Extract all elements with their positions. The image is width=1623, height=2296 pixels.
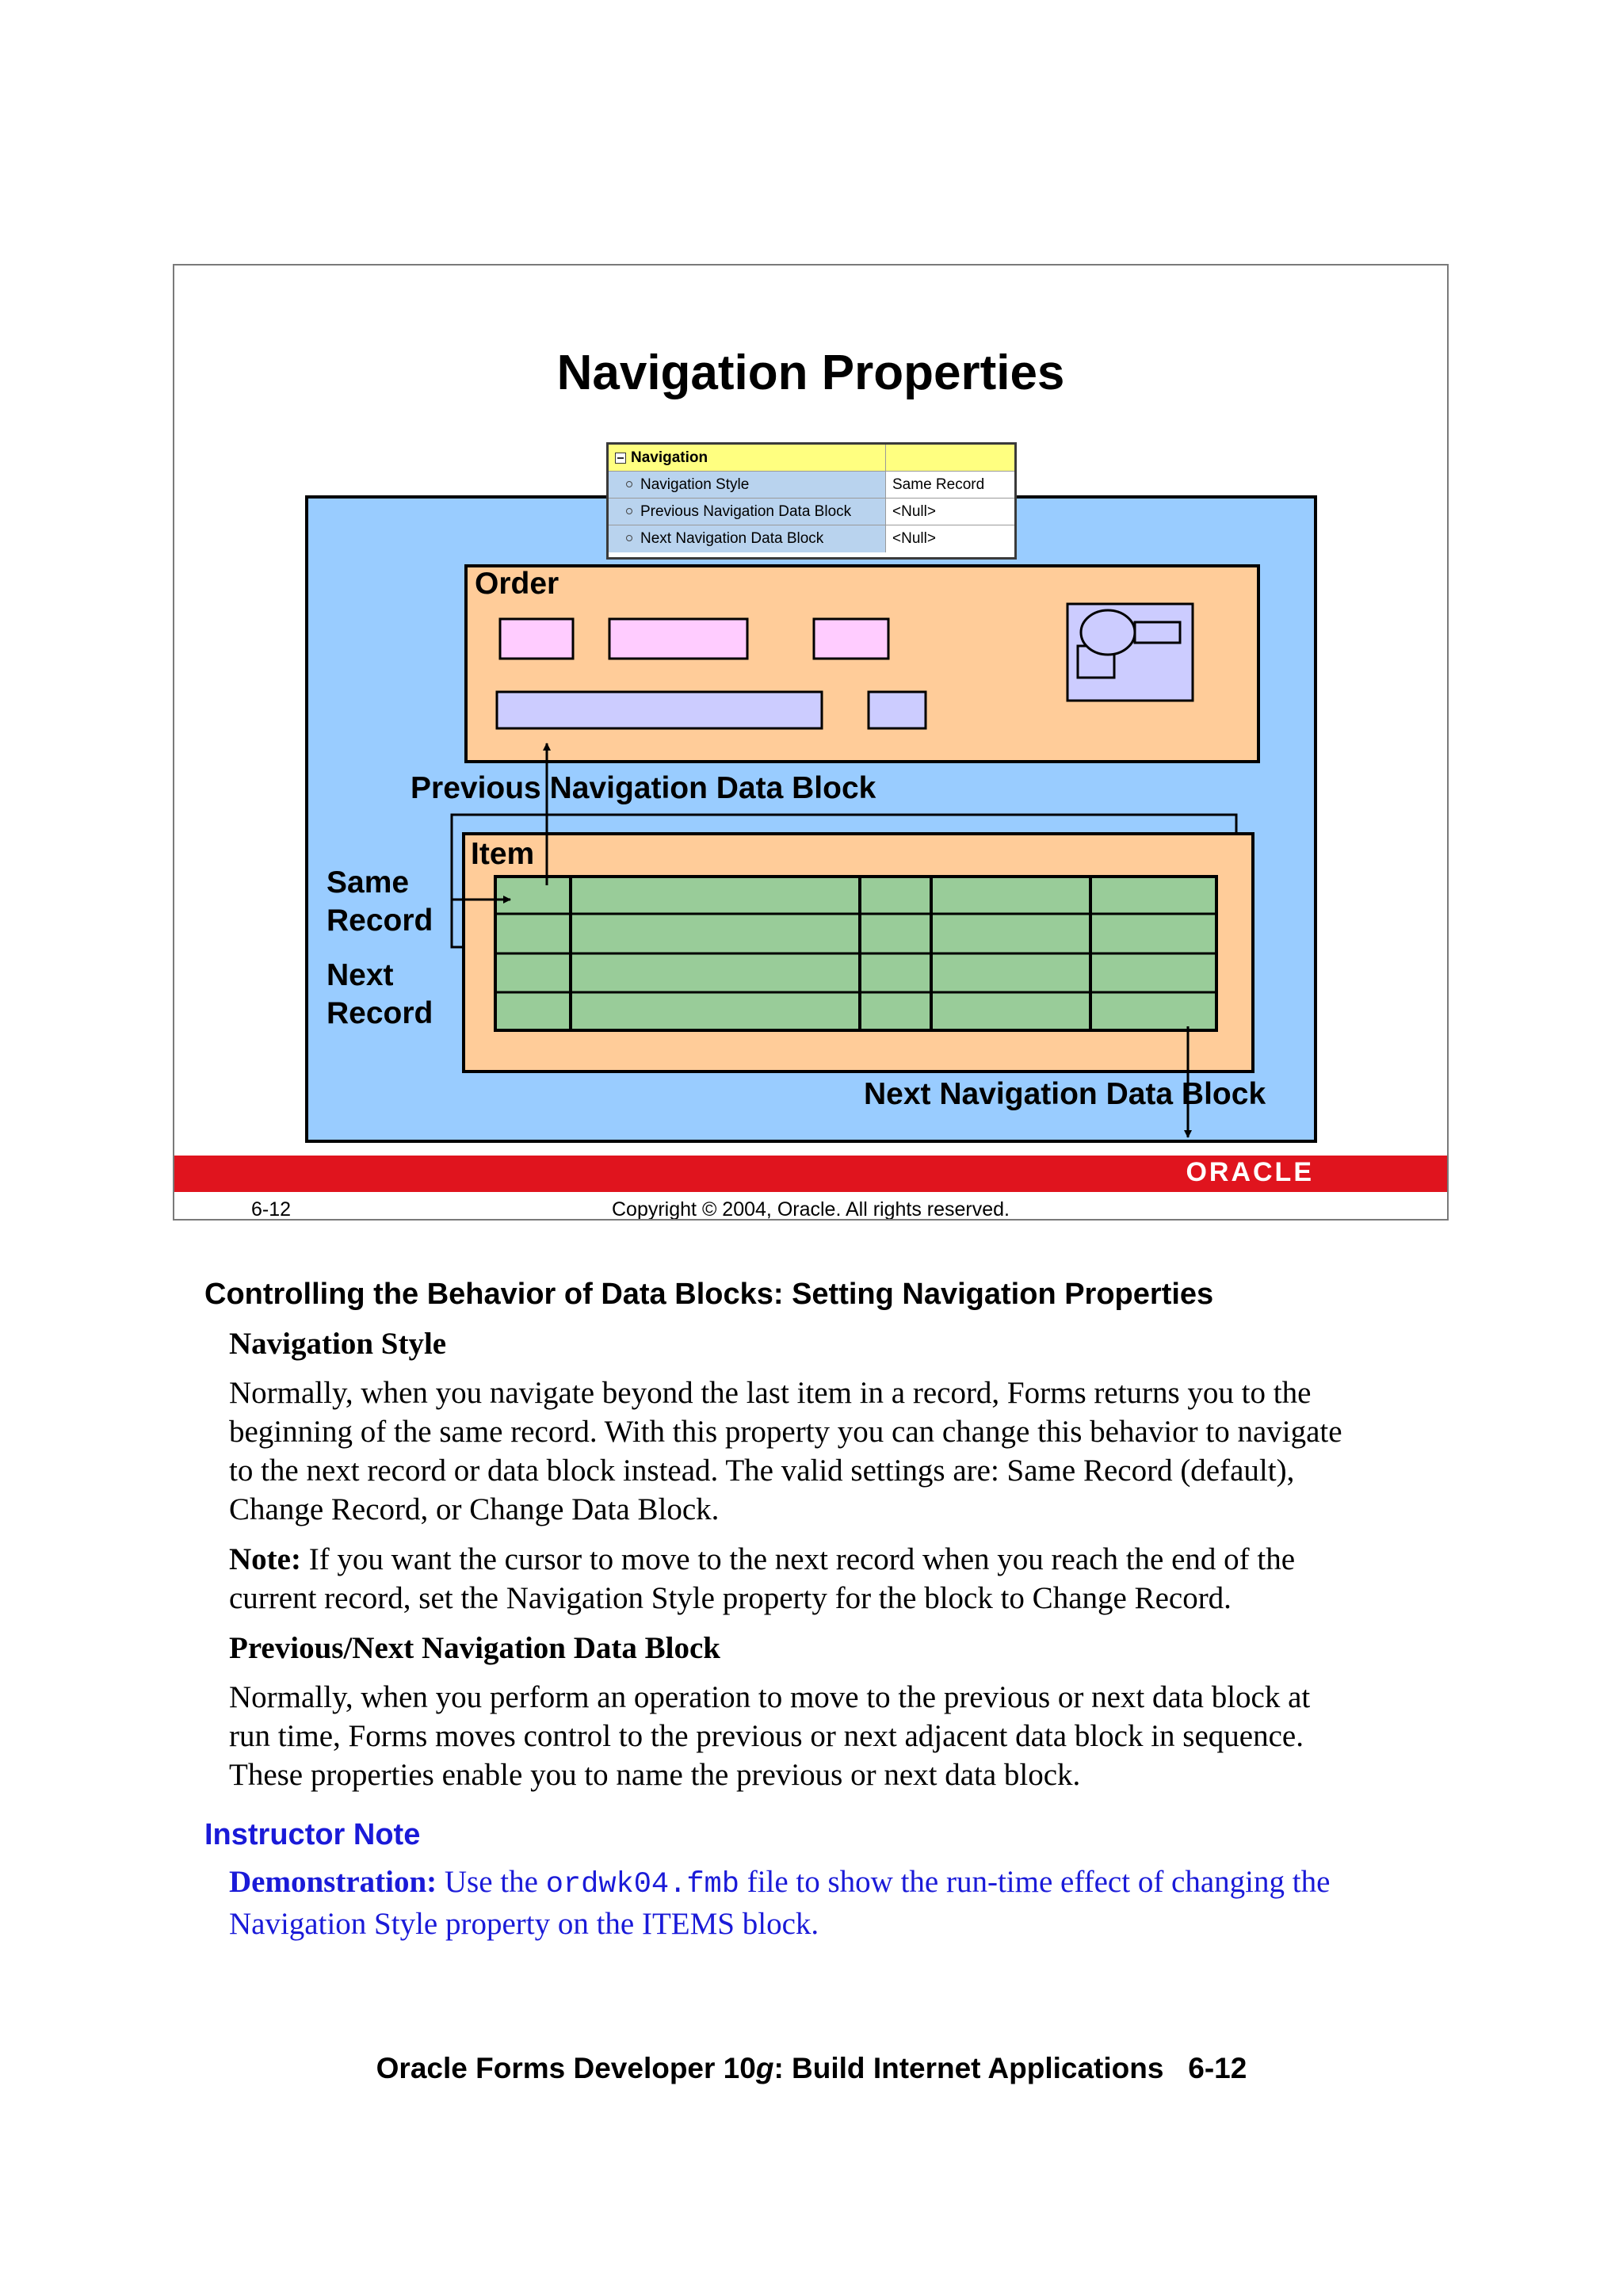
item-grid (495, 877, 1216, 1030)
property-name: Next Navigation Data Block (640, 530, 824, 547)
note-paragraph (229, 1540, 1434, 1618)
footer-text: : Build Internet Applications 6-12 (773, 2052, 1247, 2084)
image-item-icon (1067, 604, 1193, 701)
palette-header: Navigation (631, 449, 708, 466)
palette-header-row (609, 445, 1014, 472)
text-line: current record, set the Navigation Style property for the block to Change Record. (229, 1581, 1232, 1615)
order-block-label: Order (475, 567, 559, 601)
order-field-1 (500, 619, 573, 659)
text-line: If you want the cursor to move to the next record when you reach the end of the (300, 1542, 1296, 1576)
slide-footer (174, 1192, 1447, 1221)
filename: ordwk04.fmb (545, 1868, 739, 1901)
page-footer (0, 2052, 1623, 2085)
copyright: Copyright © 2004, Oracle. All rights reserved. (612, 1198, 1010, 1221)
notes-heading: Controlling the Behavior of Data Blocks: Setting Navigation Properties (204, 1278, 1214, 1311)
text-line: to the next record or data block instead. The valid settings are: Same Record (default), (229, 1454, 1295, 1488)
text-line: Normally, when you navigate beyond the last item in a record, Forms returns you to the (229, 1376, 1312, 1410)
slide (173, 264, 1449, 1221)
palette-row[interactable] (609, 472, 1014, 499)
next-record-label-1: Next (327, 958, 394, 992)
text-line: run time, Forms moves control to the previous or next adjacent data block in sequence. (229, 1719, 1304, 1753)
order-field-wide (497, 692, 822, 728)
prev-next-heading: Previous/Next Navigation Data Block (229, 1631, 721, 1665)
palette-row[interactable] (609, 525, 1014, 552)
previous-block-label: Previous Navigation Data Block (411, 771, 876, 805)
same-record-label-2: Record (327, 904, 433, 938)
text-span: Use the (437, 1865, 546, 1899)
property-bullet-icon (626, 508, 632, 514)
palette-row[interactable] (609, 499, 1014, 525)
same-record-label-1: Same (327, 865, 410, 900)
item-block-label: Item (471, 837, 535, 871)
text-line: beginning of the same record. With this property you can change this behavior to navigate (229, 1415, 1342, 1449)
instructor-note-heading: Instructor Note (204, 1818, 421, 1851)
property-name: Previous Navigation Data Block (640, 503, 852, 520)
property-name: Navigation Style (640, 476, 750, 493)
text-span: file to show the run-time effect of changing the (739, 1865, 1331, 1899)
collapse-icon[interactable] (615, 453, 626, 464)
order-field-3 (814, 619, 888, 659)
oracle-logo: ORACLE (1186, 1157, 1314, 1187)
property-value[interactable]: Same Record (886, 472, 1014, 498)
text-line: These properties enable you to name the previous or next data block. (229, 1758, 1081, 1792)
prev-next-paragraph (229, 1678, 1434, 1794)
property-value[interactable]: <Null> (886, 499, 1014, 525)
slide-number: 6-12 (251, 1198, 292, 1221)
note-label: Note: (229, 1542, 301, 1576)
text-line: Navigation Style property on the ITEMS block. (229, 1907, 819, 1941)
slide-title: Navigation Properties (556, 346, 1065, 400)
demo-label: Demonstration: (229, 1865, 437, 1899)
property-value[interactable]: <Null> (886, 525, 1014, 552)
next-record-label-2: Record (327, 996, 433, 1030)
navigation-style-heading: Navigation Style (229, 1327, 447, 1361)
next-block-label: Next Navigation Data Block (864, 1077, 1266, 1111)
footer-italic: g (755, 2052, 774, 2084)
property-bullet-icon (626, 481, 632, 487)
footer-text: Oracle Forms Developer 10 (376, 2052, 756, 2084)
order-field-2 (609, 619, 747, 659)
navigation-style-paragraph (229, 1373, 1434, 1529)
property-palette (606, 442, 1017, 560)
text-line: Change Record, or Change Data Block. (229, 1492, 720, 1526)
property-bullet-icon (626, 535, 632, 541)
instructor-note-paragraph (229, 1862, 1434, 1943)
text-line: Normally, when you perform an operation to move to the previous or next data block at (229, 1680, 1311, 1714)
order-field-small (869, 692, 926, 728)
